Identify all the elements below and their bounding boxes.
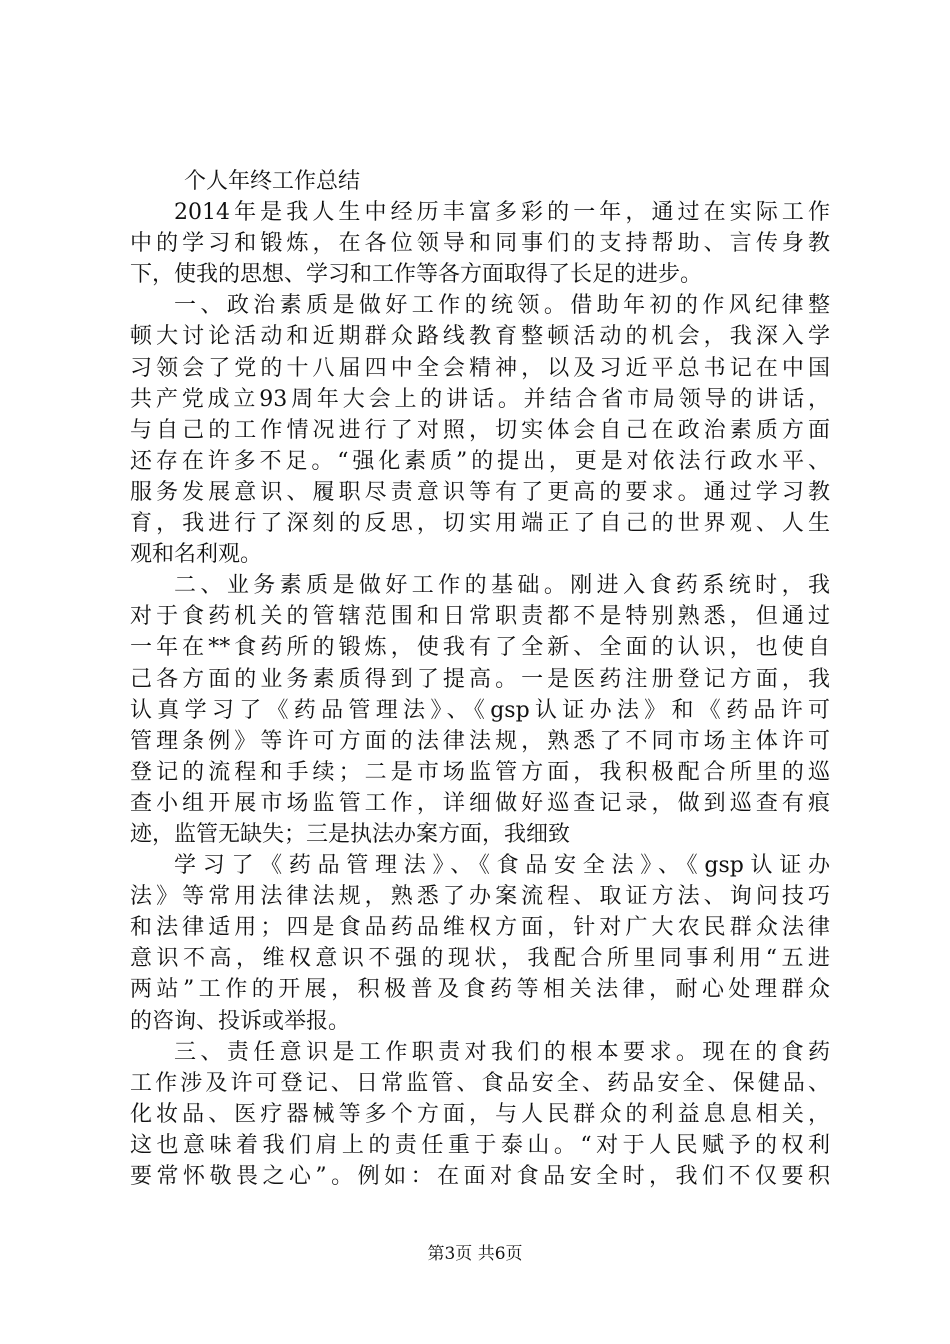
text-line: 服务发展意识、履职尽责意识等有了更高的要求。通过学习教 — [130, 479, 830, 505]
text-line: 查小组开展市场监管工作，详细做好巡查记录，做到巡查有痕 — [130, 790, 830, 816]
text-line: 和法律适用；四是食品药品维权方面，针对广大农民群众法律 — [130, 915, 830, 941]
text-line: 学习了《药品管理法》、《食品安全法》、《gsp认证办 — [174, 853, 830, 879]
text-line: 法》等常用法律法规，熟悉了办案流程、取证方法、询问技巧 — [130, 884, 830, 910]
text-line: 意识不高，维权意识不强的现状，我配合所里同事利用“五进 — [130, 946, 830, 972]
text-line: 顿大讨论活动和近期群众路线教育整顿活动的机会，我深入学 — [130, 324, 830, 350]
text-line: 己各方面的业务素质得到了提高。一是医药注册登记方面，我 — [130, 666, 830, 692]
text-line: 对于食药机关的管辖范围和日常职责都不是特别熟悉，但通过 — [130, 604, 830, 630]
text-line: 育，我进行了深刻的反思，切实用端正了自己的世界观、人生 — [130, 511, 830, 537]
text-line: 二、业务素质是做好工作的基础。刚进入食药系统时，我 — [174, 573, 830, 599]
text-line: 的咨询、投诉或举报。 — [130, 1008, 351, 1034]
text-line: 工作涉及许可登记、日常监管、食品安全、药品安全、保健品、 — [130, 1070, 830, 1096]
text-line: 观和名利观。 — [130, 542, 263, 568]
text-line: 管理条例》等许可方面的法律法规，熟悉了不同市场主体许可 — [130, 728, 830, 754]
document-body — [130, 166, 830, 1192]
text-line: 迹，监管无缺失；三是执法办案方面，我细致 — [130, 821, 571, 847]
text-line: 2014年是我人生中经历丰富多彩的一年，通过在实际工作 — [174, 200, 830, 226]
text-line: 认真学习了《药品管理法》、《gsp认证办法》和《药品许可 — [130, 697, 830, 723]
text-line: 一年在**食药所的锻炼，使我有了全新、全面的认识，也使自 — [130, 635, 830, 661]
text-line: 化妆品、医疗器械等多个方面，与人民群众的利益息息相关， — [130, 1101, 830, 1127]
text-line: 共产党成立93周年大会上的讲话。并结合省市局领导的讲话， — [130, 386, 830, 412]
text-line: 中的学习和锻炼，在各位领导和同事们的支持帮助、言传身教 — [130, 231, 830, 257]
document-title: 个人年终工作总结 — [184, 169, 361, 194]
text-line: 要常怀敬畏之心”。例如：在面对食品安全时，我们不仅要积 — [130, 1164, 830, 1189]
page-number-footer: 第3页 共6页 — [427, 1244, 523, 1264]
text-line: 与自己的工作情况进行了对照，切实体会自己在政治素质方面 — [130, 417, 830, 443]
text-line: 登记的流程和手续；二是市场监管方面，我积极配合所里的巡 — [130, 759, 830, 785]
text-line: 一、政治素质是做好工作的统领。借助年初的作风纪律整 — [174, 293, 830, 319]
text-line: 三、责任意识是工作职责对我们的根本要求。现在的食药 — [174, 1039, 830, 1065]
text-line: 两站”工作的开展，积极普及食药等相关法律，耐心处理群众 — [130, 977, 830, 1003]
text-line: 还存在许多不足。“强化素质”的提出，更是对依法行政水平、 — [130, 448, 830, 474]
text-line: 习领会了党的十八届四中全会精神，以及习近平总书记在中国 — [130, 355, 830, 381]
text-line: 这也意味着我们肩上的责任重于泰山。“对于人民赋予的权利 — [130, 1132, 830, 1158]
text-line: 下，使我的思想、学习和工作等各方面取得了长足的进步。 — [130, 262, 703, 288]
